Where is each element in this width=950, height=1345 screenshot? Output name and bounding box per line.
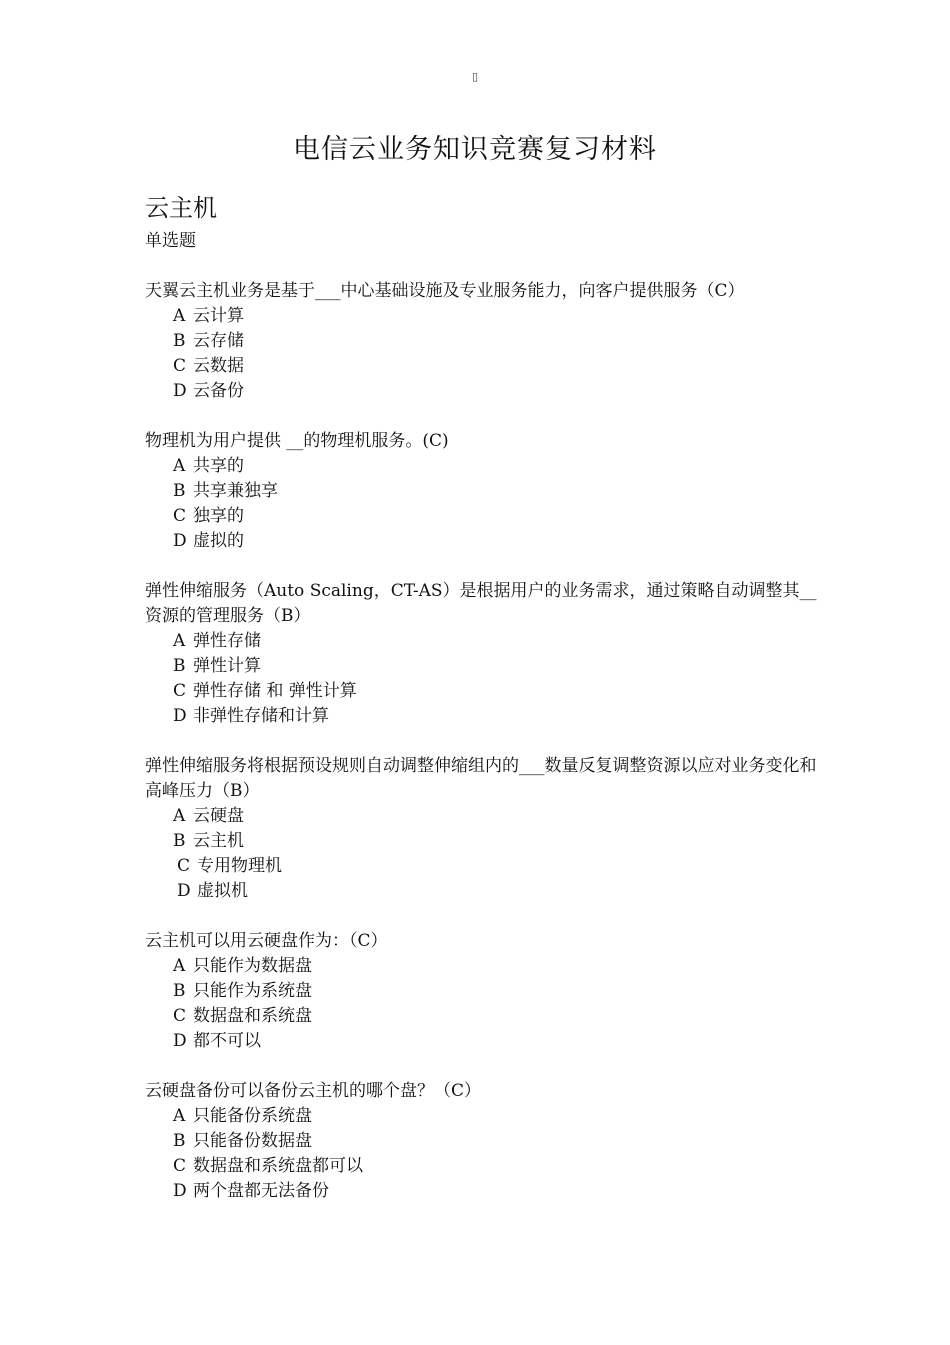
option-b — [145, 654, 825, 679]
option-b — [145, 479, 825, 504]
option-text: 专用物理机 — [197, 856, 282, 876]
question-text: 云主机可以用云硬盘作为：（C） — [145, 931, 388, 951]
option-text: 独享的 — [193, 506, 244, 526]
question-3 — [145, 579, 825, 729]
document-title: 电信云业务知识竞赛复习材料 — [293, 134, 657, 166]
option-letter: B — [173, 981, 186, 1001]
option-letter: D — [173, 706, 187, 726]
option-letter: B — [173, 481, 186, 501]
document-body — [145, 190, 825, 1229]
option-letter: A — [173, 631, 186, 651]
option-letter: C — [173, 1156, 187, 1176]
option-letter: C — [173, 681, 187, 701]
option-text: 虚拟的 — [193, 531, 244, 551]
option-text: 弹性计算 — [193, 656, 261, 676]
option-a — [145, 1104, 825, 1129]
option-letter: C — [177, 856, 191, 876]
question-text: 弹性伸缩服务将根据预设规则自动调整伸缩组内的___数量反复调整资源以应对业务变化和高峰压力（B） — [145, 756, 817, 801]
question-2 — [145, 429, 825, 554]
option-letter: B — [173, 831, 186, 851]
option-letter: C — [173, 356, 187, 376]
option-text: 云备份 — [193, 381, 244, 401]
option-c — [145, 1154, 825, 1179]
option-b — [145, 979, 825, 1004]
option-d — [145, 1029, 825, 1054]
page-marker: ▯ — [471, 70, 479, 83]
option-text: 云计算 — [193, 306, 244, 326]
option-a — [145, 804, 825, 829]
option-text: 共享兼独享 — [193, 481, 278, 501]
option-b — [145, 829, 825, 854]
question-5 — [145, 929, 825, 1054]
option-text: 都不可以 — [193, 1031, 261, 1051]
question-text: 弹性伸缩服务（Auto Scaling，CT-AS）是根据用户的业务需求，通过策略自动调整其__资源的管理服务（B） — [145, 581, 817, 626]
option-text: 虚拟机 — [197, 881, 248, 901]
option-text: 云硬盘 — [193, 806, 244, 826]
section-subheading: 单选题 — [145, 231, 196, 251]
question-text: 物理机为用户提供 __的物理机服务。(C) — [145, 431, 449, 451]
option-text: 只能备份数据盘 — [193, 1131, 312, 1151]
option-c — [145, 354, 825, 379]
option-letter: A — [173, 1106, 186, 1126]
option-text: 云主机 — [193, 831, 244, 851]
option-text: 数据盘和系统盘 — [193, 1006, 312, 1026]
option-b — [145, 329, 825, 354]
question-4 — [145, 754, 825, 904]
option-text: 共享的 — [193, 456, 244, 476]
option-letter: A — [173, 456, 186, 476]
option-letter: D — [173, 1181, 187, 1201]
option-d — [145, 879, 825, 904]
question-text: 云硬盘备份可以备份云主机的哪个盘？（C） — [145, 1081, 482, 1101]
option-a — [145, 454, 825, 479]
option-letter: D — [173, 1031, 187, 1051]
option-letter: A — [173, 806, 186, 826]
option-a — [145, 629, 825, 654]
option-text: 只能作为数据盘 — [193, 956, 312, 976]
option-c — [145, 1004, 825, 1029]
option-b — [145, 1129, 825, 1154]
option-c — [145, 679, 825, 704]
option-letter: A — [173, 306, 186, 326]
question-6 — [145, 1079, 825, 1204]
option-text: 两个盘都无法备份 — [193, 1181, 329, 1201]
option-letter: D — [173, 381, 187, 401]
option-letter: C — [173, 506, 187, 526]
option-letter: C — [173, 1006, 187, 1026]
question-1 — [145, 279, 825, 404]
option-letter: B — [173, 331, 186, 351]
option-text: 只能备份系统盘 — [193, 1106, 312, 1126]
section-heading: 云主机 — [145, 194, 217, 222]
option-letter: B — [173, 656, 186, 676]
option-text: 弹性存储 和 弹性计算 — [193, 681, 357, 701]
option-c — [145, 504, 825, 529]
option-d — [145, 529, 825, 554]
option-d — [145, 1179, 825, 1204]
option-letter: A — [173, 956, 186, 976]
option-text: 云存储 — [193, 331, 244, 351]
option-letter: D — [173, 531, 187, 551]
option-a — [145, 954, 825, 979]
option-text: 只能作为系统盘 — [193, 981, 312, 1001]
option-a — [145, 304, 825, 329]
option-letter: B — [173, 1131, 186, 1151]
option-c — [145, 854, 825, 879]
option-text: 云数据 — [193, 356, 244, 376]
question-text: 天翼云主机业务是基于___中心基础设施及专业服务能力，向客户提供服务（C） — [145, 281, 745, 301]
option-d — [145, 704, 825, 729]
option-text: 数据盘和系统盘都可以 — [193, 1156, 363, 1176]
option-letter: D — [177, 881, 191, 901]
option-text: 非弹性存储和计算 — [193, 706, 329, 726]
option-d — [145, 379, 825, 404]
option-text: 弹性存储 — [193, 631, 261, 651]
